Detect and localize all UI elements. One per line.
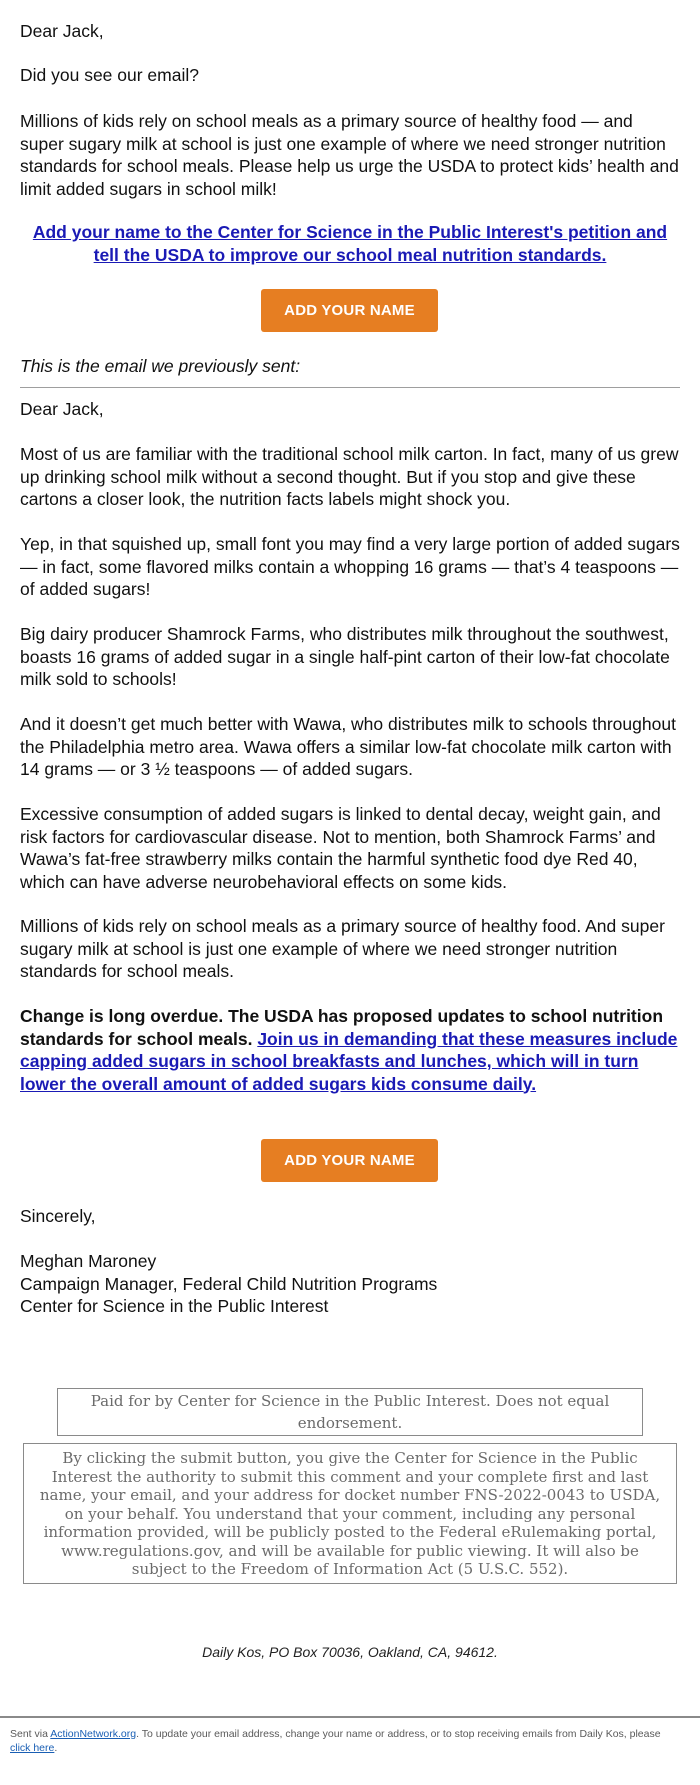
body-paragraph: Big dairy producer Shamrock Farms, who distributes milk throughout the southwest, boasts 16 grams of added sugar in a single half-pint carton of their low-fat chocolate milk sold to schools! [20, 624, 670, 689]
previous-greeting: Dear Jack, [20, 399, 104, 419]
greeting: Dear Jack, [20, 21, 104, 41]
body-paragraph: Excessive consumption of added sugars is linked to dental decay, weight gain, and risk factors for cardiovascular disease. Not to mention, both Shamrock Farms’ and Wawa’s fat-free strawberry milks contain the harmful synthetic food dye Red 40, which can have adverse neurobehavioral effects on some kids. [20, 804, 661, 892]
did-you-see-line: Did you see our email? [20, 65, 199, 85]
add-your-name-button-2[interactable]: ADD YOUR NAME [261, 1139, 438, 1182]
paid-for-disclaimer: Paid for by Center for Science in the Public Interest. Does not equal endorsement. [57, 1388, 643, 1436]
cta-bold-text: Change is long overdue. The USDA has proposed updates to school nutrition standards for school meals. [20, 1006, 664, 1049]
footer-end: . [54, 1741, 58, 1754]
petition-link[interactable]: Add your name to the Center for Science in the Public Interest's petition and tell the USDA to improve our school meal nutrition standards. [32, 222, 668, 265]
footer [10, 1728, 680, 1755]
signer-org: Center for Science in the Public Interest [20, 1296, 329, 1316]
call-to-action-paragraph [20, 1005, 680, 1095]
signature [20, 1250, 437, 1318]
footer-middle-text: . To update your email address, change your name or address, or to stop receiving emails from Daily Kos, please [136, 1728, 661, 1740]
add-your-name-button[interactable]: ADD YOUR NAME [261, 289, 438, 332]
petition-callout [20, 221, 680, 266]
footer-sent-via: Sent via [10, 1728, 48, 1740]
divider [20, 387, 680, 388]
body-paragraph: Yep, in that squished up, small font you may find a very large portion of added sugars — in fact, some flavored milks contain a whopping 16 grams — that’s 4 teaspoons — of added sugars! [20, 534, 680, 599]
action-network-link[interactable]: ActionNetwork.org [50, 1728, 137, 1740]
click-here-link[interactable]: click here [10, 1741, 55, 1754]
signer-title: Campaign Manager, Federal Child Nutrition Programs [20, 1273, 438, 1294]
mailing-address: Daily Kos, PO Box 70036, Oakland, CA, 94612. [202, 1644, 498, 1660]
footer-divider [0, 1716, 700, 1718]
intro-paragraph: Millions of kids rely on school meals as a primary source of healthy food — and super sugary milk at school is just one example of where we need stronger nutrition standards for school meals. Please help us urge the USDA to protect kids’ health and limit added sugars in school milk! [20, 111, 679, 199]
legal-disclaimer: By clicking the submit button, you give the Center for Science in the Public Interest the authority to submit this comment and your complete first and last name, your email, and your address for docket number FNS-2022-0043 to USDA, on your behalf. You understand that your comment, including any personal information provided, will be publicly posted to the Federal eRulemaking portal, www.regulations.gov, and will be available for public viewing. It will also be subject to the Freedom of Information Act (5 U.S.C. 552). [23, 1443, 677, 1584]
signer-name: Meghan Maroney [20, 1251, 157, 1271]
body-paragraph: And it doesn’t get much better with Wawa, who distributes milk to schools throughout the Philadelphia metro area. Wawa offers a similar low-fat chocolate milk carton with 14 grams — or 3 ½ teaspoons — of added sugars. [20, 714, 676, 779]
cta-link[interactable]: Join us in demanding that these measures include capping added sugars in school breakfasts and lunches, which will in turn lower the overall amount of added sugars kids consume daily. [20, 1028, 678, 1094]
body-paragraph: Millions of kids rely on school meals as a primary source of healthy food. And super sugary milk at school is just one example of where we need stronger nutrition standards for school meals. [20, 916, 665, 981]
previous-email-note: This is the email we previously sent: [20, 356, 301, 376]
body-paragraph: Most of us are familiar with the traditional school milk carton. In fact, many of us grew up drinking school milk without a second thought. But if you stop and give these cartons a closer look, the nutrition facts labels might shock you. [20, 444, 679, 509]
sign-off: Sincerely, [20, 1206, 96, 1226]
